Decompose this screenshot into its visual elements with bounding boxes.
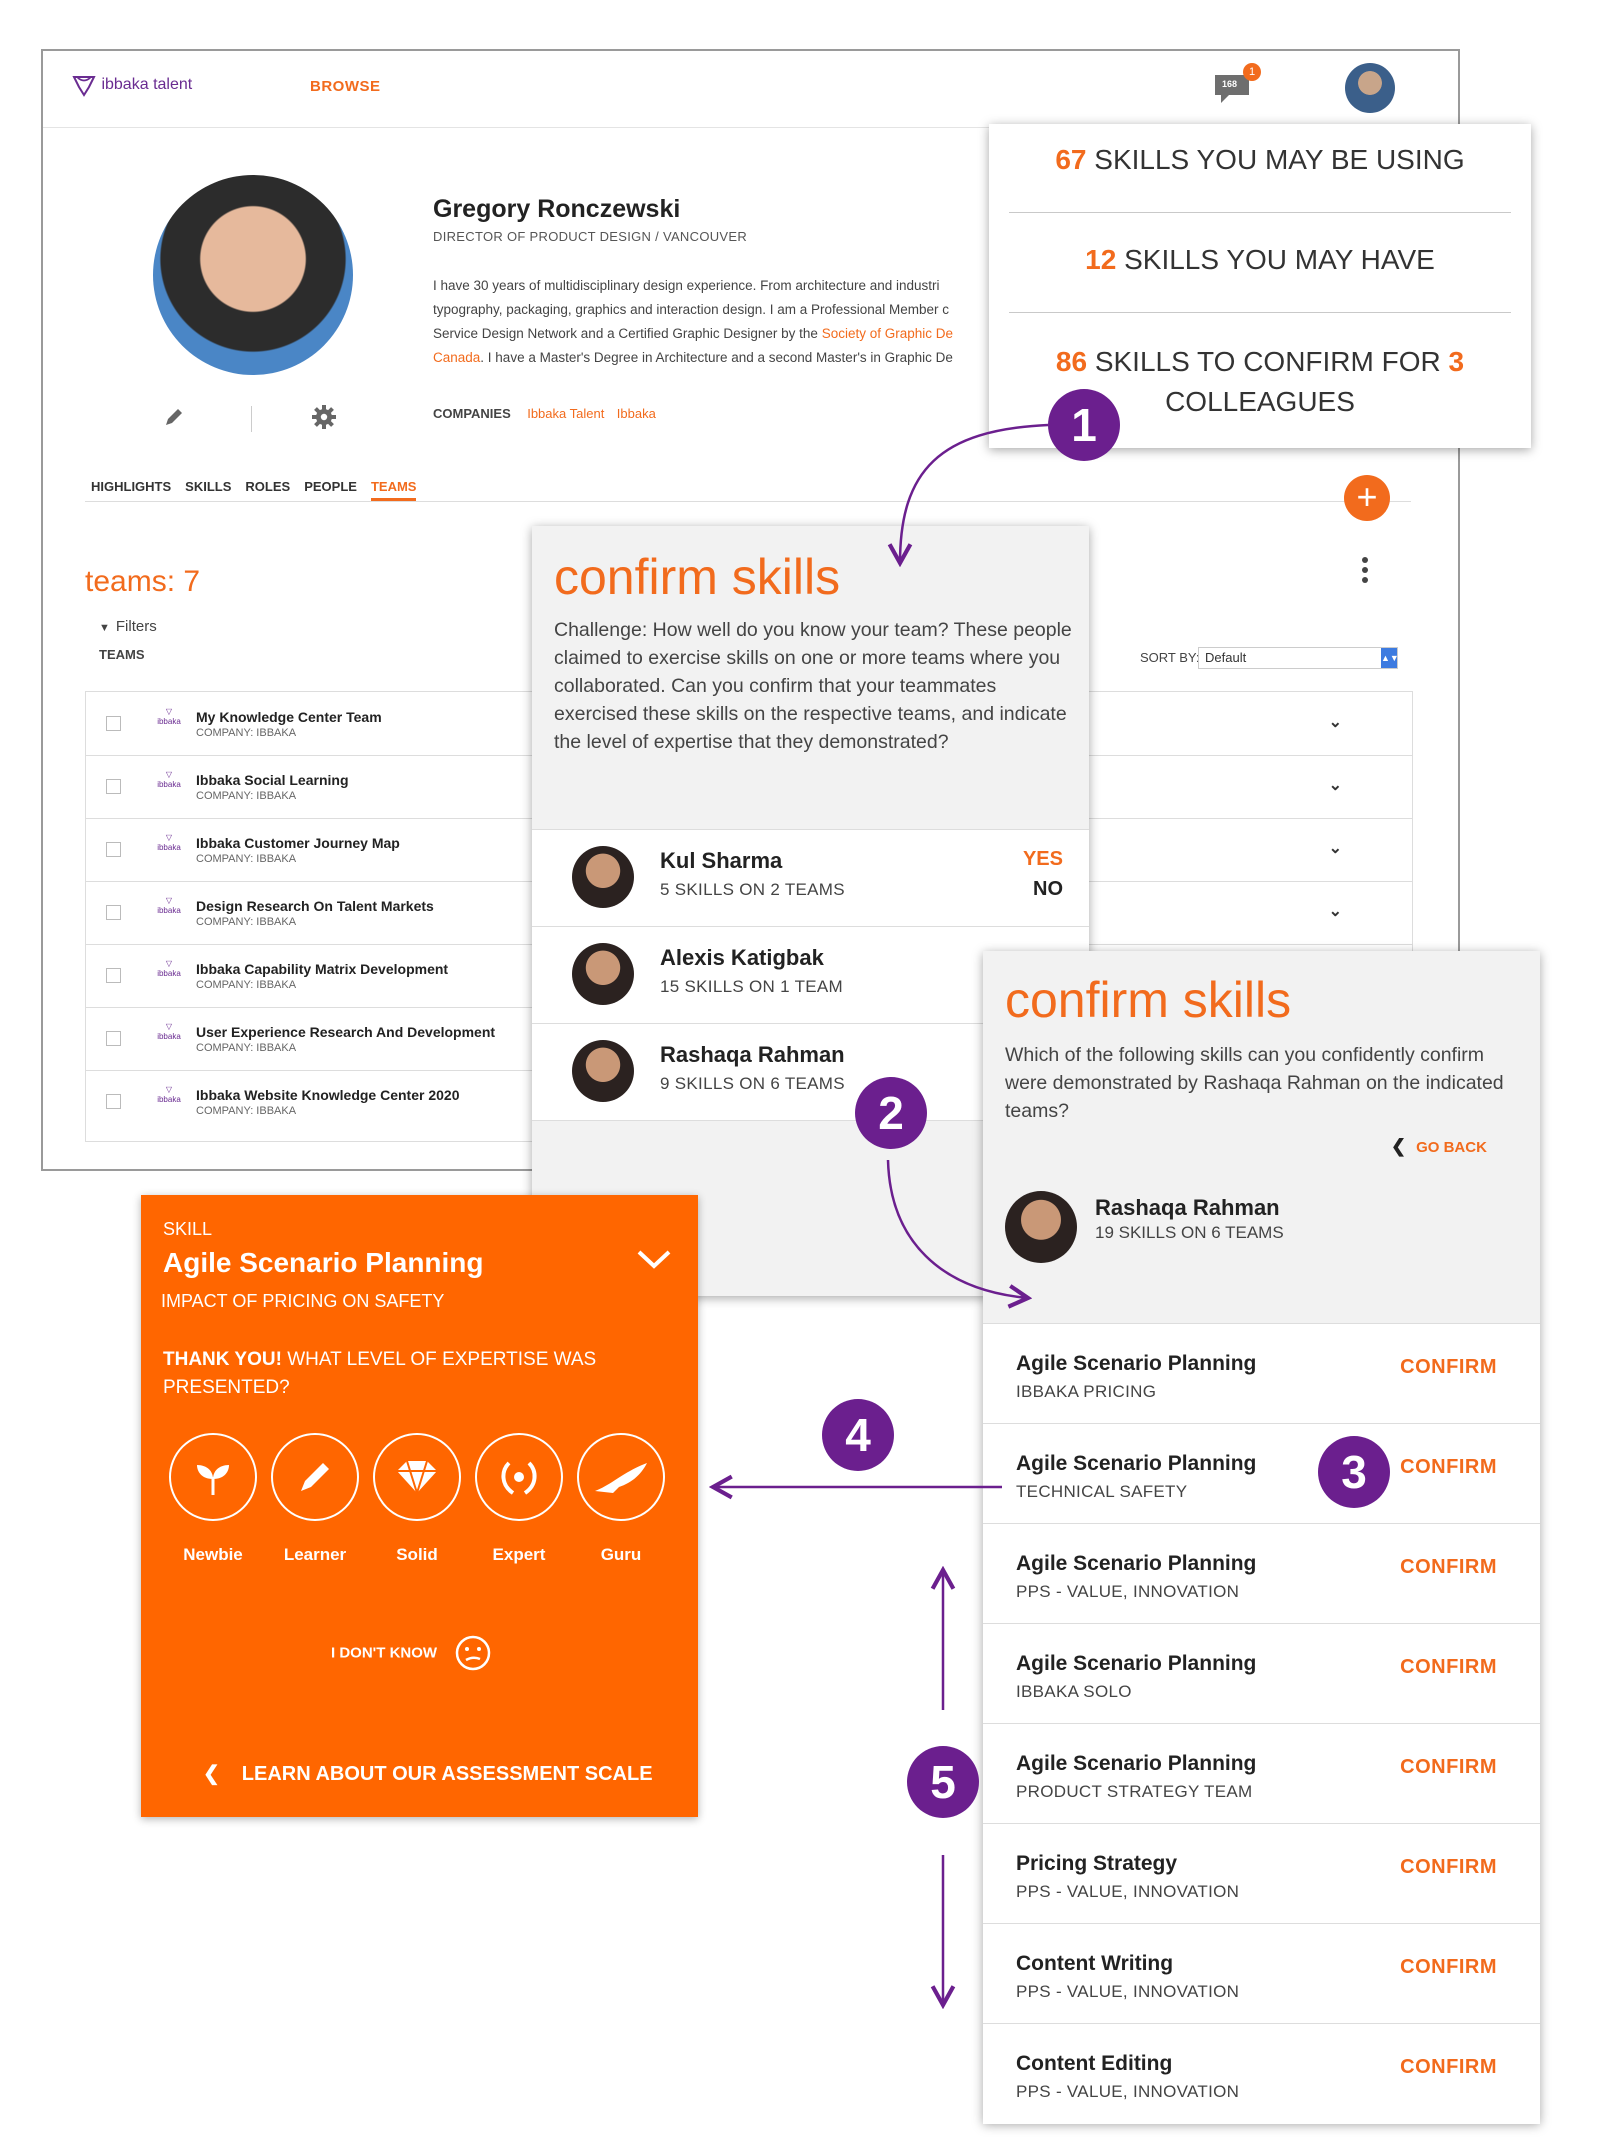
skill-name: Agile Scenario Planning	[1016, 1752, 1257, 1775]
chevron-down-icon: ▼	[99, 622, 110, 634]
tab-people[interactable]: PEOPLE	[304, 479, 357, 494]
skill-name: Pricing Strategy	[1016, 1852, 1178, 1875]
team-name: User Experience Research And Development	[196, 1024, 496, 1040]
team-logo: ▽ ibbaka	[157, 770, 181, 789]
panel-description: Challenge: How well do you know your team? These people claimed to exercise skills on one or more teams where you collaborated. Can you confirm that your teammates exercised these skills on the respective teams, and indicate the level of expertise that they demonstrated?	[554, 619, 1072, 753]
confirm-button[interactable]: CONFIRM	[1400, 2056, 1497, 2078]
messages-count: 168	[1222, 79, 1238, 89]
skills-to-confirm-label: SKILLS TO CONFIRM FOR	[1087, 346, 1449, 377]
skill-team: PPS - VALUE, INNOVATION	[1016, 2082, 1240, 2101]
confirm-button[interactable]: CONFIRM	[1400, 1656, 1497, 1678]
skill-team: PPS - VALUE, INNOVATION	[1016, 1582, 1240, 1601]
thank-you-text: THANK YOU!	[163, 1349, 282, 1370]
tab-teams[interactable]: TEAMS	[371, 479, 417, 501]
team-name: My Knowledge Center Team	[196, 709, 382, 725]
skill-name: Agile Scenario Planning	[1016, 1652, 1257, 1675]
step-marker-5: 5	[907, 1746, 979, 1818]
team-logo: ▽ ibbaka	[157, 1085, 181, 1104]
skill-name: Agile Scenario Planning	[1016, 1452, 1257, 1475]
logo-product: talent	[153, 76, 193, 93]
arrow-2	[888, 1160, 1028, 1298]
skill-name: Agile Scenario Planning	[163, 1247, 484, 1278]
filters-label: Filters	[115, 618, 157, 635]
learn-label: LEARN ABOUT OUR ASSESSMENT SCALE	[241, 1763, 653, 1785]
skills-using-count: 67	[1055, 144, 1087, 175]
team-name: Ibbaka Customer Journey Map	[196, 835, 400, 851]
yes-button[interactable]: YES	[1022, 848, 1063, 870]
team-company: COMPANY: IBBAKA	[196, 1042, 297, 1054]
sort-value: Default	[1205, 650, 1247, 665]
person-skills: 9 SKILLS ON 6 TEAMS	[660, 1074, 845, 1093]
chevron-down-icon[interactable]: ⌄	[1328, 840, 1342, 857]
profile-title: DIRECTOR OF PRODUCT DESIGN / VANCOUVER	[433, 229, 748, 244]
team-company: COMPANY: IBBAKA	[196, 1105, 297, 1117]
browse-link[interactable]: BROWSE	[310, 78, 381, 95]
skill-team: IBBAKA PRICING	[1016, 1382, 1157, 1401]
team-company: COMPANY: IBBAKA	[196, 916, 297, 928]
team-logo: ▽ ibbaka	[157, 707, 181, 726]
skill-team: PPS - VALUE, INNOVATION	[1016, 1982, 1240, 2001]
question-text: WHAT LEVEL OF EXPERTISE WAS PRESENTED?	[163, 1349, 597, 1398]
colleagues-count: 3	[1448, 346, 1465, 377]
bio-line: I have 30 years of multidisciplinary design experience. From architecture and industri	[433, 278, 940, 293]
team-name: Ibbaka Capability Matrix Development	[196, 961, 449, 977]
person-name: Rashaqa Rahman	[1095, 1195, 1280, 1220]
level-label: Learner	[283, 1545, 347, 1564]
skills-to-confirm-count: 86	[1055, 346, 1088, 377]
canada-link[interactable]: Canada	[433, 350, 481, 365]
skill-name: Agile Scenario Planning	[1016, 1352, 1257, 1375]
step-marker-3: 3	[1318, 1436, 1390, 1508]
level-label: Guru	[600, 1545, 642, 1564]
skill-team: PPS - VALUE, INNOVATION	[1016, 1882, 1240, 1901]
step-marker-2: 2	[855, 1077, 927, 1149]
arrow-1	[900, 425, 1048, 563]
companies-label: COMPANIES	[433, 406, 511, 421]
team-company: COMPANY: IBBAKA	[196, 727, 297, 739]
bio-line: Service Design Network and a Certified Graphic Designer by the	[433, 326, 822, 341]
person-skills: 5 SKILLS ON 2 TEAMS	[660, 880, 845, 899]
confirm-button[interactable]: CONFIRM	[1400, 1956, 1497, 1978]
plus-icon: +	[1356, 476, 1378, 517]
skill-team: IMPACT OF PRICING ON SAFETY	[161, 1291, 445, 1311]
team-logo: ▽ ibbaka	[157, 959, 181, 978]
teams-column-label: TEAMS	[99, 647, 145, 662]
skill-team: IBBAKA SOLO	[1016, 1682, 1132, 1701]
level-label: Expert	[492, 1545, 546, 1564]
chevron-down-icon[interactable]: ⌄	[1328, 903, 1342, 920]
dont-know-label: I DON'T KNOW	[331, 1644, 438, 1662]
team-company: COMPANY: IBBAKA	[196, 853, 297, 865]
panel-description: Which of the following skills can you confidently confirm were demonstrated by Rashaqa Rahman on the indicated teams?	[1005, 1044, 1504, 1122]
company-link[interactable]: Ibbaka Talent	[527, 406, 605, 421]
step-marker-1: 1	[1048, 389, 1120, 461]
team-name: Design Research On Talent Markets	[196, 898, 434, 914]
panel-title: confirm skills	[1005, 972, 1292, 1028]
level-label: Solid	[396, 1545, 438, 1564]
bio-line: . I have a Master's Degree in Architecture and a second Master's in Graphic De	[480, 350, 953, 365]
step-marker-4: 4	[822, 1399, 894, 1471]
confirm-button[interactable]: CONFIRM	[1400, 1756, 1497, 1778]
chevron-down-icon[interactable]: ⌄	[1328, 714, 1342, 731]
tab-skills[interactable]: SKILLS	[185, 479, 232, 494]
team-logo: ▽ ibbaka	[157, 1022, 181, 1041]
go-back-label: GO BACK	[1416, 1139, 1487, 1156]
skill-name: Content Editing	[1016, 2052, 1173, 2075]
teams-heading: teams: 7	[85, 565, 201, 598]
person-name: Kul Sharma	[660, 848, 783, 873]
team-logo: ▽ ibbaka	[157, 833, 181, 852]
skills-may-have-count: 12	[1085, 244, 1117, 275]
confirm-button[interactable]: CONFIRM	[1400, 1356, 1497, 1378]
skill-name: Content Writing	[1016, 1952, 1174, 1975]
team-company: COMPANY: IBBAKA	[196, 790, 297, 802]
tab-roles[interactable]: ROLES	[245, 479, 291, 494]
skills-using-label: SKILLS YOU MAY BE USING	[1086, 144, 1465, 175]
company-link[interactable]: Ibbaka	[616, 406, 656, 421]
chevron-down-icon[interactable]: ⌄	[1328, 777, 1342, 794]
skill-name: Agile Scenario Planning	[1016, 1552, 1257, 1575]
confirm-button[interactable]: CONFIRM	[1400, 1856, 1497, 1878]
level-label: Newbie	[183, 1545, 243, 1564]
profile-name: Gregory Ronczewski	[433, 195, 681, 223]
person-skills: 19 SKILLS ON 6 TEAMS	[1095, 1223, 1284, 1242]
skill-label: SKILL	[163, 1219, 213, 1239]
team-name: Ibbaka Website Knowledge Center 2020	[196, 1087, 460, 1103]
sort-label: SORT BY:	[1140, 650, 1200, 665]
select-caret-icon: ▲▼	[1381, 648, 1397, 668]
team-name: Ibbaka Social Learning	[196, 772, 349, 788]
confirm-button[interactable]: CONFIRM	[1400, 1556, 1497, 1578]
sgd-link[interactable]: Society of Graphic De	[821, 326, 953, 341]
person-name: Alexis Katigbak	[660, 945, 824, 970]
team-logo: ▽ ibbaka	[157, 896, 181, 915]
notification-badge: 1	[1243, 63, 1261, 81]
colleagues-label: COLLEAGUES	[1165, 386, 1355, 417]
skill-team: PRODUCT STRATEGY TEAM	[1016, 1782, 1253, 1801]
skill-team: TECHNICAL SAFETY	[1016, 1482, 1188, 1501]
person-name: Rashaqa Rahman	[660, 1042, 845, 1067]
chevron-left-icon: ❮	[203, 1763, 220, 1785]
no-button[interactable]: NO	[1033, 878, 1063, 900]
skills-may-have-label: SKILLS YOU MAY HAVE	[1116, 244, 1435, 275]
tab-highlights[interactable]: HIGHLIGHTS	[91, 479, 172, 494]
team-company: COMPANY: IBBAKA	[196, 979, 297, 991]
confirm-button[interactable]: CONFIRM	[1400, 1456, 1497, 1478]
person-skills: 15 SKILLS ON 1 TEAM	[660, 977, 844, 996]
panel-title: confirm skills	[554, 549, 841, 605]
bio-line: typography, packaging, graphics and interaction design. I am a Professional Member c	[433, 302, 950, 317]
chevron-left-icon: ❮	[1391, 1136, 1407, 1156]
logo-brand: ibbaka	[101, 76, 149, 93]
